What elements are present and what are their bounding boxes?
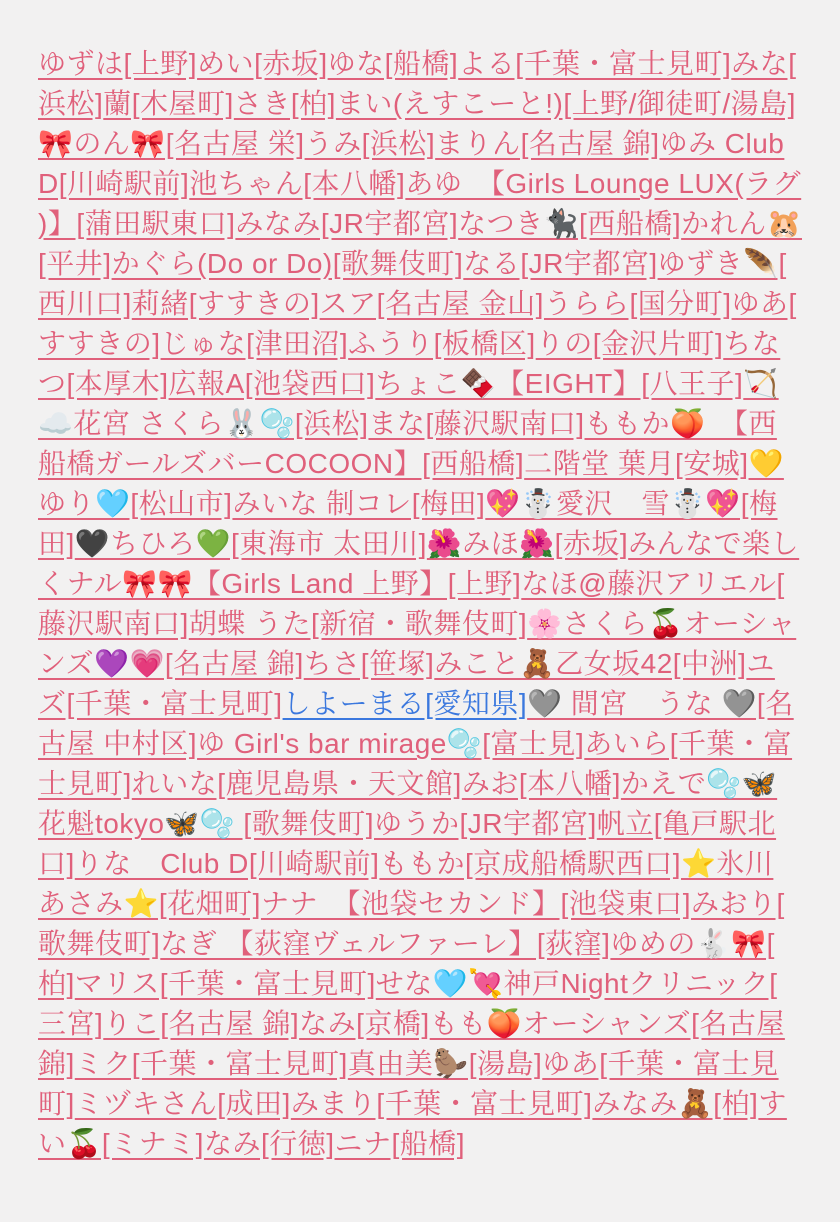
profile-link[interactable]: あゆ 【Girls Lounge LUX(ラグ)】[蒲田駅東口] [38, 168, 802, 239]
profile-link[interactable]: せな🩵💘神戸Nightクリニック[三宮] [38, 968, 778, 1039]
profile-link[interactable]: うらら[国分町] [543, 288, 732, 319]
profile-link[interactable]: 🌸さくら🍒オーシャンズ💜💗[名古屋 錦] [38, 608, 797, 679]
profile-link[interactable]: なみ[京橋] [299, 1008, 430, 1039]
profile-link[interactable]: まな[藤沢駅南口] [368, 408, 585, 439]
profile-link[interactable]: ゆめの🐇🎀[柏] [38, 928, 775, 999]
profile-link[interactable]: 💛ゆり🩵[松山市] [38, 448, 784, 519]
profile-link[interactable]: 莉緒[すすきの] [131, 288, 320, 319]
profile-link[interactable]: 🏹☁️花宮 さくら🐰🫧[浜松] [38, 368, 779, 439]
profile-link[interactable]: みお[本八幡] [461, 768, 621, 799]
profile-link[interactable]: れいな[鹿児島県・天文館] [131, 768, 462, 799]
profile-link[interactable]: りの[金沢片町] [535, 328, 724, 359]
profile-link[interactable]: 二階堂 葉月[安城] [524, 448, 749, 479]
profile-link[interactable]: みおり[歌舞伎町] [38, 888, 785, 959]
profile-link[interactable]: まい(えすこーと!)[上野/御徒町/湯島] [335, 88, 796, 119]
profile-link[interactable]: まりん[名古屋 錦] [435, 128, 660, 159]
profile-link[interactable]: みいな 制コレ[梅田] [232, 488, 486, 519]
profile-link[interactable]: ゆずは[上野] [38, 48, 198, 79]
profile-link[interactable]: 🖤ちひろ💚[東海市 太田川] [74, 528, 427, 559]
profile-link[interactable]: みなみ🧸[柏] [592, 1088, 759, 1119]
profile-link[interactable]: あいら[千葉・富士見町] [38, 728, 793, 799]
profile-link[interactable]: ゆうか[JR宇都宮] [374, 808, 597, 839]
profile-link[interactable]: みな[浜松] [38, 48, 797, 119]
profile-link[interactable]: みんなで楽しくナル🎀🎀【Girls Land 上野】[上野] [38, 528, 800, 599]
profile-link[interactable]: ちなつ[本厚木] [38, 328, 781, 399]
profile-link[interactable]: なほ@藤沢アリエル[藤沢駅南口] [38, 568, 785, 639]
profile-link[interactable]: ニナ[船橋] [334, 1128, 466, 1159]
profile-link[interactable]: ゆな[船橋] [327, 48, 459, 79]
profile-link[interactable]: 🎀のん🎀[名古屋 栄] [38, 128, 305, 159]
profile-link[interactable]: うみ[浜松] [304, 128, 436, 159]
profile-link[interactable]: ⭐氷川 あさみ⭐[花畑町] [38, 848, 774, 919]
profile-link[interactable]: ちさ[笹塚] [303, 648, 435, 679]
profile-link[interactable]: 🩶 間宮 うな 🩶[名古屋 中村区] [38, 688, 794, 759]
profile-link[interactable]: みまり[千葉・富士見町] [290, 1088, 593, 1119]
profile-link[interactable]: もも🍑オーシャンズ[名古屋 錦] [38, 1008, 785, 1079]
profile-link[interactable]: すい🍒[ミナミ] [38, 1088, 787, 1159]
profile-link[interactable]: なみ[行徳] [203, 1128, 335, 1159]
profile-link[interactable]: 真由美🦫[湯島] [347, 1048, 543, 1079]
profile-link[interactable]: ゆみ Club D[川崎駅前] [38, 128, 785, 199]
profile-link[interactable]: 🌺みほ🌺[赤坂] [426, 528, 629, 559]
profile-link[interactable]: なつき🐈‍⬛[西船橋] [458, 208, 682, 239]
profile-link[interactable]: りな Club D[川崎駅前] [74, 848, 380, 879]
profile-link[interactable]: みこと🧸乙女坂42[中洲] [434, 648, 747, 679]
profile-link[interactable]: ゆあ[すすきの] [38, 288, 797, 359]
profile-link[interactable]: ミク[千葉・富士見町] [74, 1048, 348, 1079]
profile-link[interactable]: 💖☃️愛沢 雪☃️💖[梅田] [38, 488, 778, 559]
profile-link[interactable]: ユズ[千葉・富士見町] [38, 648, 775, 719]
profile-link[interactable]: さき[柏] [233, 88, 336, 119]
profile-link[interactable]: ももか[京成船橋駅西口] [379, 848, 681, 879]
profile-link[interactable]: ゆあ[千葉・富士見町] [38, 1048, 779, 1119]
profile-link[interactable]: りこ[名古屋 錦] [103, 1008, 300, 1039]
profile-link[interactable]: かれん🐹[平井] [38, 208, 802, 279]
profile-link[interactable]: なる[JR宇都宮] [463, 248, 658, 279]
profile-link[interactable]: 胡蝶 うた[新宿・歌舞伎町] [188, 608, 528, 639]
profile-link[interactable]: ミヅキさん[成田] [74, 1088, 291, 1119]
profile-link[interactable]: 広報A[池袋西口] [168, 368, 376, 399]
profile-link[interactable]: かぐら(Do or Do)[歌舞伎町] [111, 248, 464, 279]
profile-link[interactable]: ゆ Girl's bar mirage🫧[富士見] [197, 728, 585, 759]
profile-link[interactable]: ナナ 【池袋セカンド】[池袋東口] [260, 888, 691, 919]
profile-link[interactable]: めい[赤坂] [197, 48, 328, 79]
profile-link[interactable]: よる[千葉・富士見町] [458, 48, 732, 79]
profile-link[interactable]: 蘭[木屋町] [103, 88, 234, 119]
profile-link[interactable]: じゅな[津田沼] [160, 328, 349, 359]
profile-link[interactable]: スア[名古屋 金山] [319, 288, 544, 319]
profile-link[interactable]: ゆずき🪶[西川口] [38, 248, 787, 319]
profile-link[interactable]: マリス[千葉・富士見町] [74, 968, 376, 999]
profile-link[interactable]: しよーまる[愛知県] [282, 688, 528, 719]
profile-link[interactable]: ももか🍑 【西船橋ガールズバーCOCOON】[西船橋] [38, 408, 777, 479]
profile-link-list [38, 44, 802, 1164]
profile-link[interactable]: ふうり[板橋区] [348, 328, 536, 359]
profile-link[interactable]: なぎ 【荻窪ヴェルファーレ】[荻窪] [160, 928, 611, 959]
profile-link[interactable]: 池ちゃん[本八幡] [189, 168, 406, 199]
profile-link[interactable]: ちょこ🍫【EIGHT】[八王子] [375, 368, 744, 399]
profile-link[interactable]: かえで🫧🦋花魁tokyo🦋🫧 [歌舞伎町] [38, 768, 778, 839]
profile-link[interactable]: 帆立[亀戸駅北口] [38, 808, 777, 879]
profile-link[interactable]: みなみ[JR宇都宮] [235, 208, 459, 239]
